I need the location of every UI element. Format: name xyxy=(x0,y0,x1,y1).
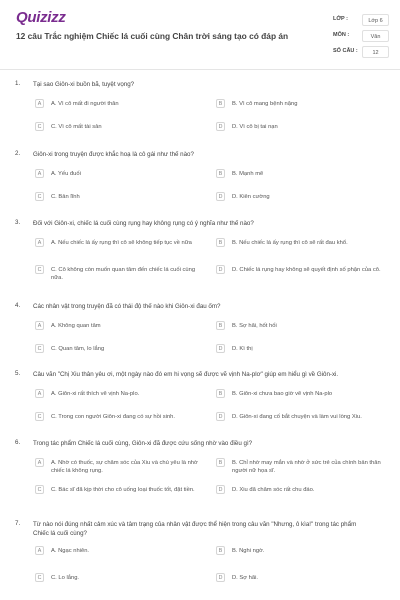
option-text: A. Giôn-xi rất thích vẽ vịnh Na-plo. xyxy=(51,391,140,397)
option-text: C. Vì cô mất tài sản xyxy=(51,124,102,130)
option-text: C. Quan tâm, lo lắng xyxy=(51,346,105,352)
meta-class-row xyxy=(333,14,389,30)
meta-count-label: SỐ CÂU : xyxy=(333,48,358,54)
question-text: Câu văn "Chị Xiu thân yêu ơi, một ngày nào đó em hi vọng sẽ được vẽ vịnh Na-plơ" giúp em hiểu gì về Giôn-xi. xyxy=(33,371,339,378)
option-letter: A xyxy=(35,99,44,108)
page-header xyxy=(0,0,400,72)
option-letter: D xyxy=(216,122,225,131)
option-text: D. Chiếc lá rụng hay không sẽ quyết định số phận của cô. xyxy=(232,267,381,273)
option-letter: D xyxy=(216,265,225,274)
option-text: D. Sợ hãi. xyxy=(232,575,259,581)
option-text: B. Mạnh mẽ xyxy=(232,171,264,177)
question-number: 4. xyxy=(15,302,21,309)
question-text: Trong tác phẩm Chiếc lá cuối cùng, Giôn-xi đã được cứu sống nhờ vào điều gì? xyxy=(33,440,253,447)
question-text: Các nhân vật trong truyện đã có thái độ thế nào khi Giôn-xi đau ốm? xyxy=(33,303,221,310)
option-text: B. Chỉ nhờ may mắn và nhờ ở sức trẻ của chính bản thân người nữ họa sĩ. xyxy=(232,460,381,474)
option-text: A. Nếu chiếc lá ấy rụng thì cô sẽ không tiếp tục về nữa xyxy=(51,240,192,246)
meta-class-label: LỚP : xyxy=(333,16,348,22)
option-text: C. Bác sĩ đã kịp thời cho cô uống loại thuốc tốt, đặt tiền. xyxy=(51,487,195,493)
question-text: Đối với Giôn-xi, chiếc lá cuối cùng rụng hay không rụng có ý nghĩa như thế nào? xyxy=(33,220,254,227)
option-letter: D xyxy=(216,485,225,494)
question-number: 3. xyxy=(15,219,21,226)
option-letter: B xyxy=(216,458,225,467)
meta-panel xyxy=(333,14,389,62)
page-title: 12 câu Trắc nghiệm Chiếc lá cuối cùng Chân trời sáng tạo có đáp án xyxy=(16,31,289,41)
option-text: D. Giôn-xi đang cố bắt chuyện và làm vui lòng Xiu. xyxy=(232,414,362,420)
question-text: Giôn-xi trong truyện được khắc hoạ là cô gái như thế nào? xyxy=(33,151,194,158)
meta-class-value: Lớp 6 xyxy=(362,14,389,26)
question-text: Từ nào nói đúng nhất cảm xúc và tâm trạng của nhân vật được thể hiện trong câu văn "Nhưng, ô kìa!" trong tác phẩm Chiếc lá cuối cùng? xyxy=(33,521,357,537)
question-number: 1. xyxy=(15,80,21,87)
meta-subject-value: Văn xyxy=(362,30,389,42)
question-number: 7. xyxy=(15,520,21,527)
question-number: 6. xyxy=(15,439,21,446)
option-letter: D xyxy=(216,344,225,353)
option-text: B. Nghi ngờ. xyxy=(232,548,265,554)
option-text: C. Bản lĩnh xyxy=(51,194,80,200)
meta-subject-row xyxy=(333,30,389,46)
option-text: D. Kiên cường xyxy=(232,194,270,200)
option-text: B. Sợ hãi, hốt hối xyxy=(232,323,277,329)
question-number: 5. xyxy=(15,370,21,377)
option-letter: C xyxy=(35,265,44,274)
option-text: A. Không quan tâm xyxy=(51,323,101,329)
option-letter: A xyxy=(35,238,44,247)
option-text: B. Vì cô mang bệnh nặng xyxy=(232,101,298,107)
option-letter: D xyxy=(216,573,225,582)
option-text: A. Yếu đuối xyxy=(51,171,81,177)
option-text: B. Nếu chiếc lá ấy rụng thì cô sẽ rất đau khổ. xyxy=(232,240,348,246)
option-letter: A xyxy=(35,169,44,178)
option-text: C. Trong con người Giôn-xi đang có sự hồi sinh. xyxy=(51,414,176,420)
option-letter: D xyxy=(216,412,225,421)
option-letter: C xyxy=(35,485,44,494)
option-letter: C xyxy=(35,412,44,421)
option-letter: A xyxy=(35,458,44,467)
meta-count-row xyxy=(333,46,389,62)
option-letter: B xyxy=(216,99,225,108)
option-text: D. Vì cô bị tai nạn xyxy=(232,124,278,130)
option-text: D. Xiu đã chăm sóc rất chu đáo. xyxy=(232,487,315,493)
option-letter: A xyxy=(35,389,44,398)
option-text: B. Giôn-xi chưa bao giờ vẽ vịnh Na-plo xyxy=(232,391,333,397)
option-letter: C xyxy=(35,573,44,582)
option-text: A. Ngạc nhiên. xyxy=(51,548,90,554)
option-letter: C xyxy=(35,344,44,353)
option-letter: C xyxy=(35,192,44,201)
header-divider xyxy=(0,69,400,70)
meta-subject-label: MÔN : xyxy=(333,32,350,38)
question-text: Tại sao Giôn-xi buồn bã, tuyệt vọng? xyxy=(33,81,135,88)
option-text: C. Cô không còn muốn quan tâm đến chiếc lá cuối cùng nữa. xyxy=(51,267,196,281)
option-letter: D xyxy=(216,192,225,201)
quizizz-logo[interactable]: Quizizz xyxy=(16,9,66,26)
option-text: A. Vì cô mất đi người thân xyxy=(51,101,119,107)
option-text: D. Kì thị xyxy=(232,346,253,352)
meta-count-value: 12 xyxy=(362,46,389,58)
option-text: A. Nhờ có thuốc, sự chăm sóc của Xiu và chú yêu là nhờ chiếc lá không rụng. xyxy=(51,460,198,474)
option-letter: B xyxy=(216,389,225,398)
option-letter: B xyxy=(216,546,225,555)
option-letter: B xyxy=(216,321,225,330)
option-text: C. Lo lắng. xyxy=(51,575,80,581)
question-number: 2. xyxy=(15,150,21,157)
option-letter: A xyxy=(35,321,44,330)
option-letter: C xyxy=(35,122,44,131)
option-letter: A xyxy=(35,546,44,555)
option-letter: B xyxy=(216,238,225,247)
option-letter: B xyxy=(216,169,225,178)
